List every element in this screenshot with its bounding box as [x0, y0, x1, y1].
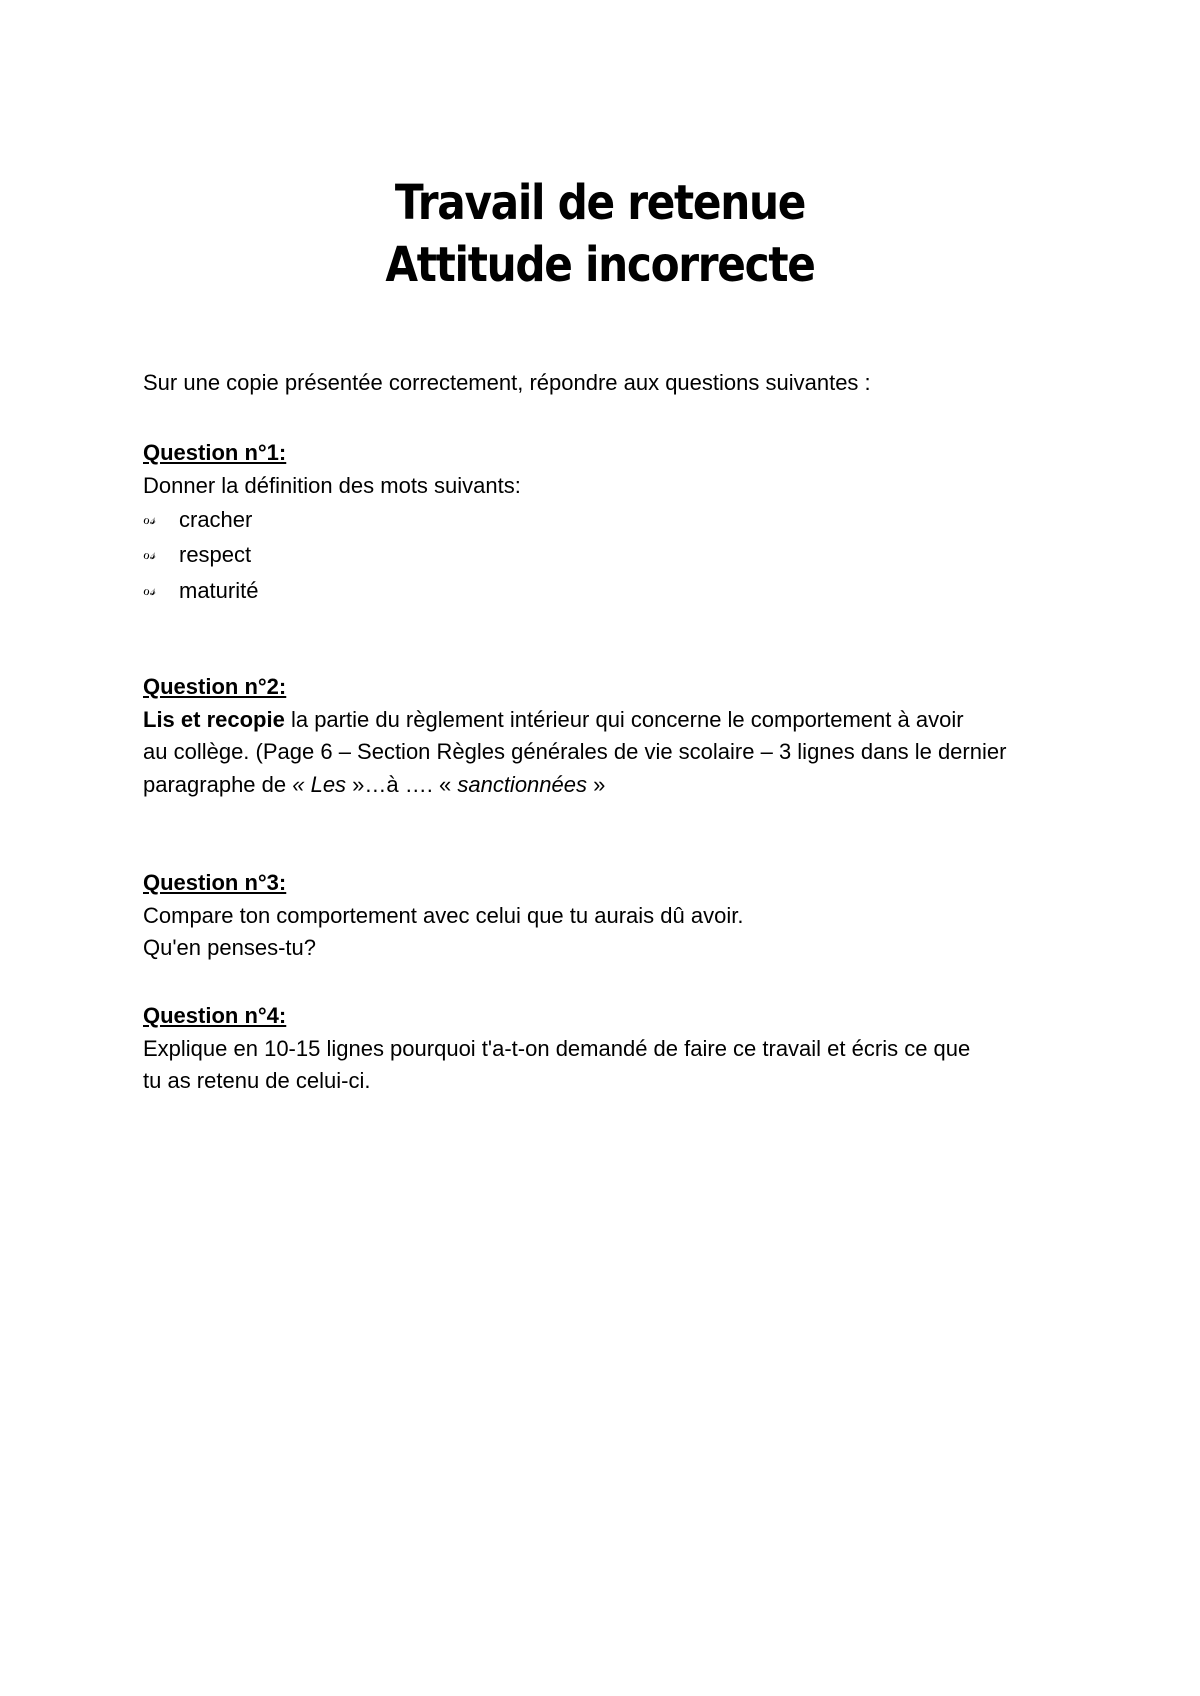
quote-sanctionnees: sanctionnées: [457, 771, 587, 797]
intro-text: Sur une copie présentée correctement, répondre aux questions suivantes :: [143, 370, 871, 395]
title-line-2: Attitude incorrecte: [385, 237, 815, 293]
list-item-label: cracher: [179, 506, 253, 532]
list-item-label: respect: [179, 542, 252, 567]
question-1-text: Donner la définition des mots suivants:: [143, 472, 521, 498]
fleuron-bullet-icon: ℴ𝓈: [143, 510, 156, 528]
line-3-part-a: paragraphe de: [143, 771, 293, 797]
line-3-part-c: »: [587, 771, 606, 797]
question-2-line-1: [143, 704, 1083, 737]
title-line-1: Travail de retenue: [394, 175, 806, 231]
question-1: [143, 437, 1083, 609]
question-3-line-2: Qu'en penses-tu?: [143, 935, 316, 960]
intro-paragraph: [143, 367, 1083, 400]
question-4-heading: Question n°4:: [143, 1003, 287, 1028]
question-4: [143, 1000, 1083, 1098]
fleuron-bullet-icon: ℴ𝓈: [143, 581, 156, 599]
question-2-heading: Question n°2:: [143, 674, 287, 699]
list-item: [143, 502, 1083, 538]
line-3-part-b: »…à …. «: [346, 771, 458, 797]
document-title: [0, 172, 1200, 296]
question-2-line-2: au collège. (Page 6 – Section Règles générales de vie scolaire – 3 lignes dans le dernier: [143, 739, 1007, 764]
question-2: [143, 671, 1083, 801]
line-1-rest: la partie du règlement intérieur qui concerne le comportement à avoir: [284, 706, 964, 732]
fleuron-bullet-icon: ℴ𝓈: [143, 546, 156, 563]
list-item: [143, 538, 1083, 574]
definition-word-list: [143, 502, 1083, 609]
list-item-label: maturité: [179, 577, 259, 603]
question-3: [143, 867, 1083, 965]
question-3-heading: Question n°3:: [143, 870, 287, 895]
question-1-heading: Question n°1:: [143, 440, 287, 465]
question-4-line-1: Explique en 10-15 lignes pourquoi t'a-t-on demandé de faire ce travail et écris ce que: [143, 1035, 971, 1061]
list-item: [143, 573, 1083, 609]
question-4-line-2: tu as retenu de celui-ci.: [143, 1068, 371, 1093]
question-3-line-1: Compare ton comportement avec celui que tu aurais dû avoir.: [143, 902, 744, 928]
question-2-line-3: [143, 769, 1083, 802]
bold-lead: Lis et recopie: [143, 706, 285, 732]
quote-les: « Les: [292, 771, 347, 797]
